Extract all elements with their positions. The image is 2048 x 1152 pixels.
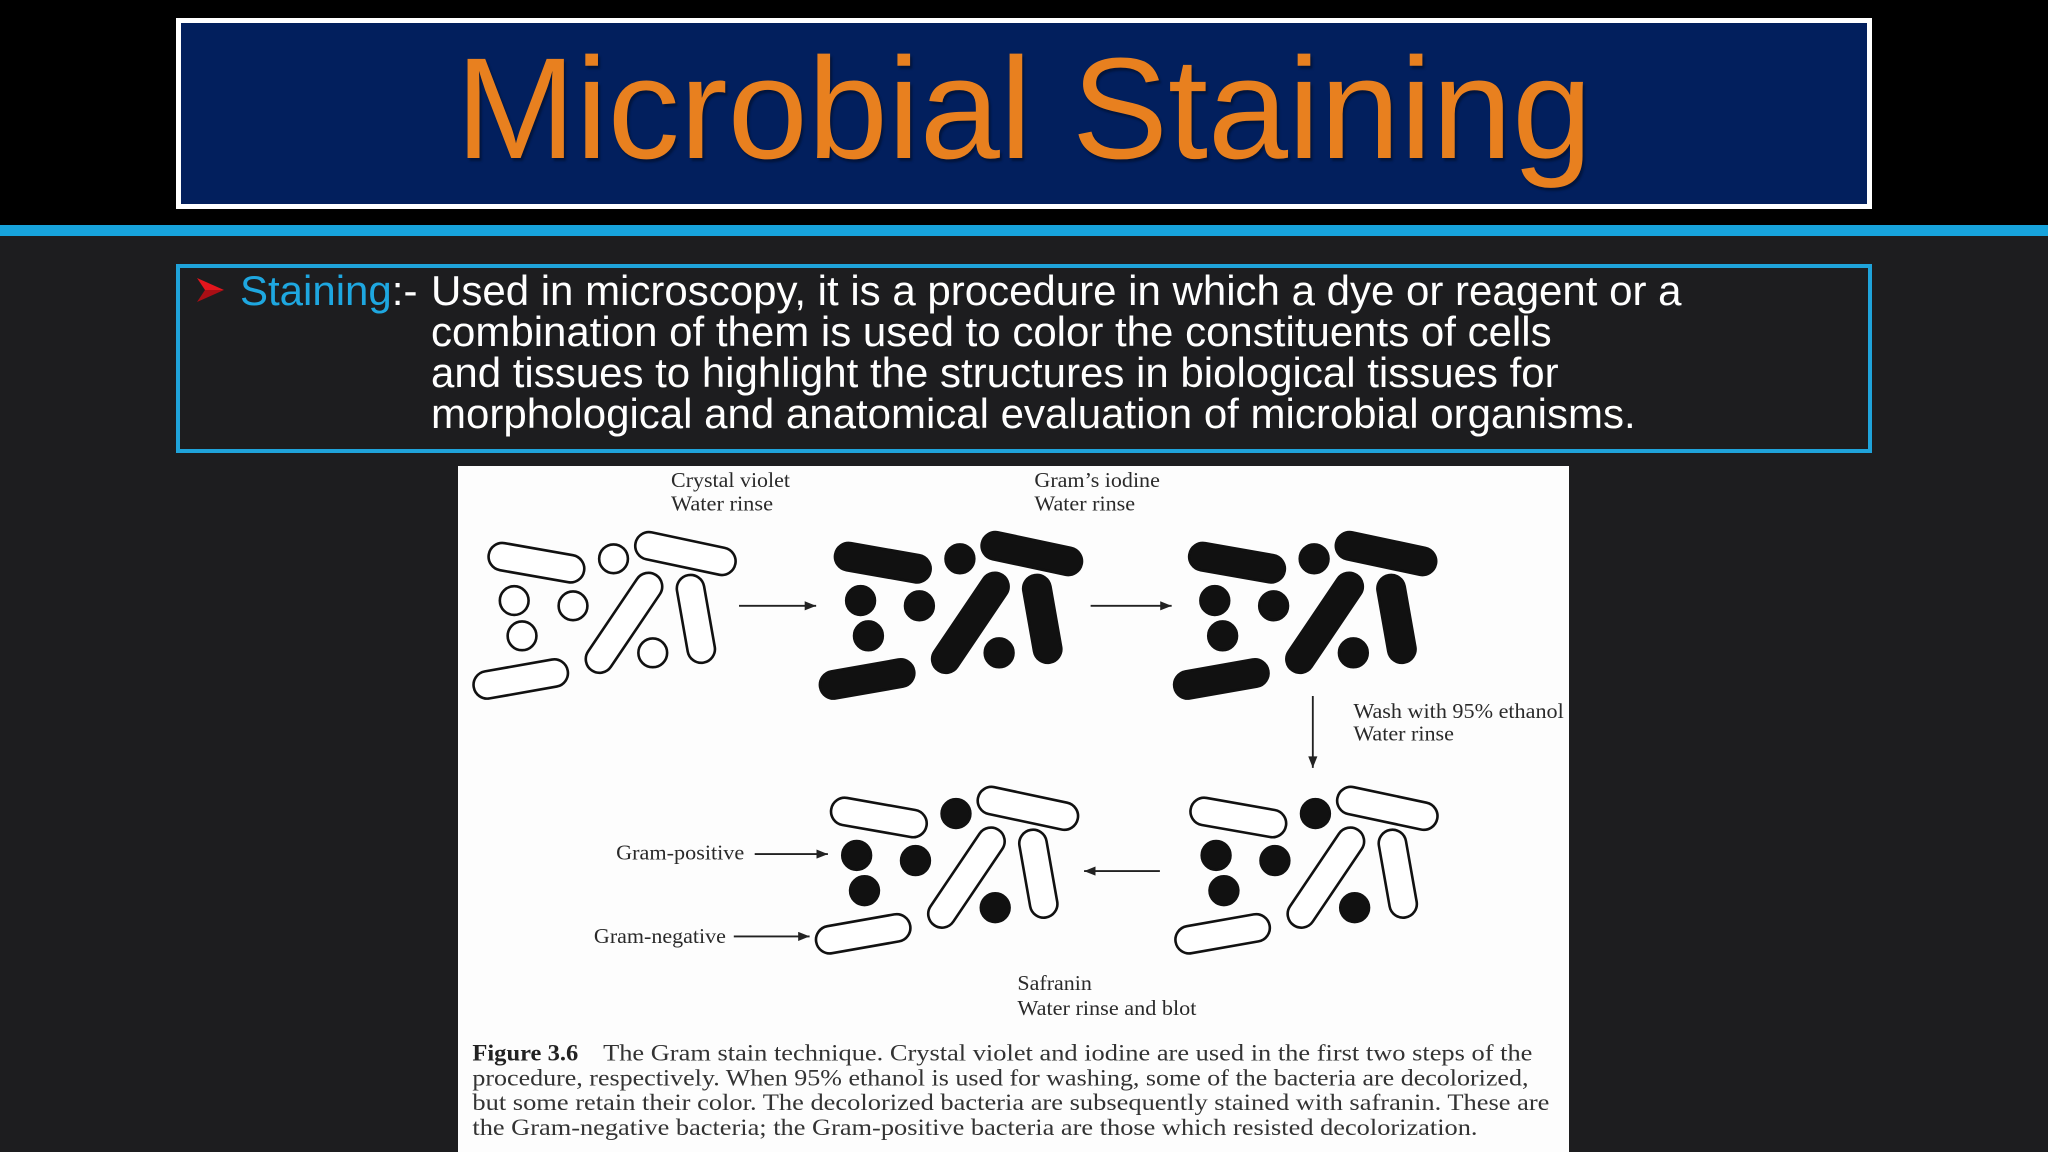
definition-line: Used in microscopy, it is a procedure in which a dye or reagent or a (431, 267, 1682, 314)
stained-coccus-cell (1340, 893, 1369, 922)
stained-coccus-cell (854, 621, 883, 650)
stained-rod-cell (1187, 541, 1287, 585)
unstained-rod-cell (975, 784, 1080, 832)
stained-coccus-cell (905, 591, 934, 620)
stained-coccus-cell (850, 876, 879, 905)
stained-rod-cell (833, 541, 933, 585)
stained-coccus-cell (1300, 544, 1329, 573)
cells-after-ethanol-wash (1173, 784, 1440, 955)
gram-negative-label: Gram-negative (593, 923, 726, 948)
stained-coccus-cell (901, 846, 930, 875)
definition-line: and tissues to highlight the structures in biological tissues for (431, 349, 1559, 396)
figure-caption-label: Figure 3.6 (472, 1040, 579, 1066)
slide-title: Microbial Staining (455, 28, 1593, 189)
definition-text (431, 267, 1682, 437)
stained-coccus-cell (842, 841, 871, 870)
step4-reagent-label: Safranin (1017, 970, 1093, 995)
definition-term: Staining (240, 267, 392, 314)
cells-after-iodine (1172, 530, 1439, 701)
stained-coccus-cell (1339, 638, 1368, 667)
unstained-coccus-cell (599, 544, 628, 573)
stained-coccus-cell (946, 544, 975, 573)
stained-coccus-cell (1210, 876, 1239, 905)
gram-stain-diagram (458, 466, 1569, 1152)
stained-coccus-cell (1261, 846, 1290, 875)
unstained-rod-cell (1335, 784, 1440, 832)
arrow-bullet-icon (196, 277, 225, 303)
cells-before-staining (471, 530, 738, 701)
unstained-rod-cell (471, 657, 570, 701)
bacteria-layer (471, 530, 1440, 956)
figure-caption-line: but some retain their color. The decolorized bacteria are subsequently stained with safranin. These are (472, 1090, 1550, 1116)
stained-rod-cell (1333, 530, 1438, 578)
stained-coccus-cell (1208, 621, 1237, 650)
figure-caption-line: procedure, respectively. When 95% ethanol is used for washing, some of the bacteria are decolorized, (472, 1065, 1529, 1091)
unstained-rod-cell (1188, 796, 1288, 840)
stained-coccus-cell (1301, 799, 1330, 828)
stained-coccus-cell (846, 586, 875, 615)
stained-coccus-cell (1202, 841, 1231, 870)
unstained-coccus-cell (508, 621, 537, 650)
stained-rod-cell (979, 530, 1084, 578)
definition-box (176, 264, 1872, 453)
step1-rinse-label: Water rinse (671, 491, 774, 516)
unstained-coccus-cell (500, 586, 529, 615)
figure-caption-line: The Gram stain technique. Crystal violet and iodine are used in the first two steps of the (603, 1040, 1533, 1066)
unstained-rod-cell (1377, 828, 1419, 920)
step4-rinse-label: Water rinse and blot (1017, 995, 1197, 1020)
stained-coccus-cell (981, 893, 1010, 922)
unstained-rod-cell (486, 541, 586, 585)
gram-stain-figure (458, 466, 1569, 1152)
stained-coccus-cell (985, 638, 1014, 667)
unstained-rod-cell (675, 573, 717, 665)
unstained-rod-cell (633, 530, 738, 578)
step2-rinse-label: Water rinse (1034, 491, 1136, 516)
definition-line: morphological and anatomical evaluation of microbial organisms. (431, 390, 1636, 437)
stained-coccus-cell (942, 799, 971, 828)
stained-coccus-cell (1259, 591, 1288, 620)
stained-coccus-cell (1200, 586, 1229, 615)
figure-caption-line: the Gram-negative bacteria; the Gram-positive bacteria are those which resisted decolorization. (472, 1115, 1478, 1141)
definition-label (240, 267, 418, 314)
step1-reagent-label: Crystal violet (671, 467, 791, 492)
unstained-coccus-cell (559, 591, 588, 620)
cells-after-safranin (814, 784, 1081, 955)
title-banner (176, 18, 1872, 209)
accent-stripe (0, 225, 2048, 236)
unstained-rod-cell (814, 912, 913, 956)
unstained-rod-cell (1017, 828, 1059, 920)
unstained-rod-cell (1173, 912, 1272, 956)
step3-rinse-label: Water rinse (1353, 721, 1454, 746)
stained-rod-cell (818, 657, 917, 701)
gram-positive-label: Gram-positive (616, 840, 745, 865)
step3-reagent-label: Wash with 95% ethanol (1353, 699, 1564, 724)
stained-rod-cell (1172, 657, 1271, 701)
definition-line: combination of them is used to color the constituents of cells (431, 308, 1552, 355)
stained-rod-cell (1375, 573, 1417, 665)
unstained-coccus-cell (638, 638, 667, 667)
definition-separator: :- (391, 267, 418, 314)
unstained-rod-cell (829, 796, 929, 840)
stained-rod-cell (1021, 573, 1063, 665)
step2-reagent-label: Gram’s iodine (1034, 467, 1160, 492)
cells-after-crystal-violet (818, 530, 1085, 701)
